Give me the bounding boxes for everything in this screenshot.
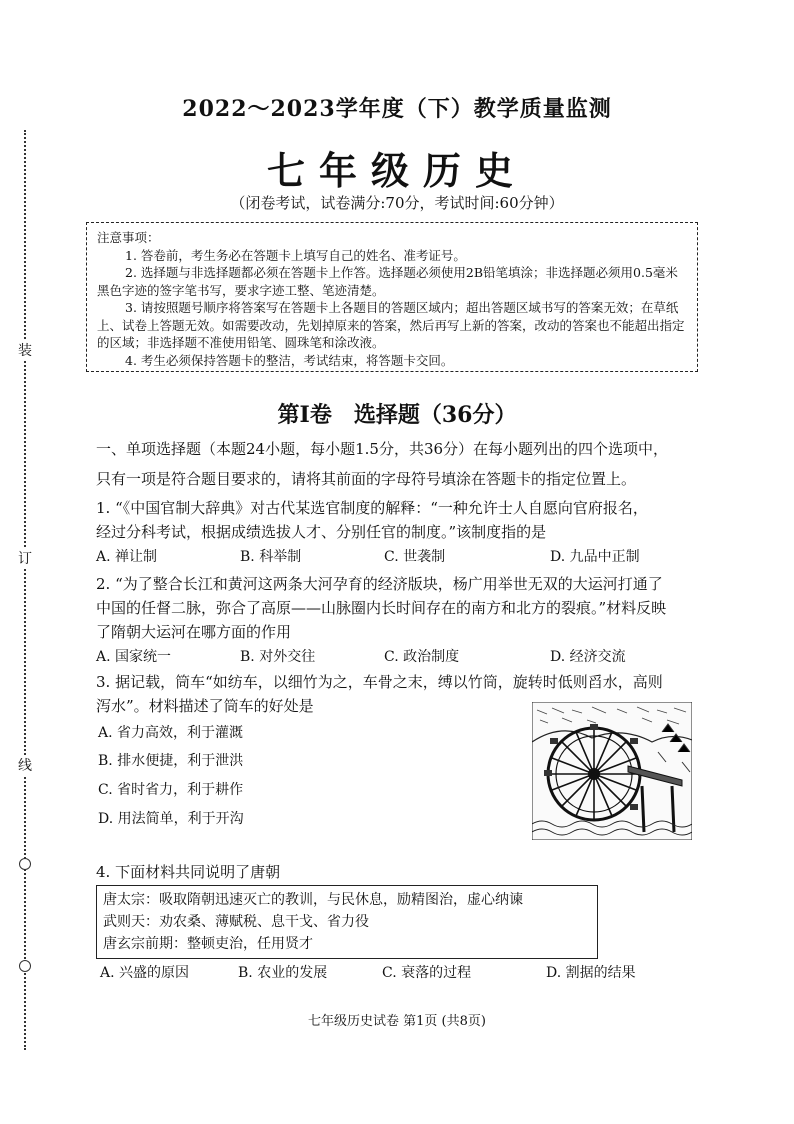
binding-hole-icon xyxy=(19,858,31,870)
question-2-stem: 中国的任督二脉，弥合了高原——山脉圈内长时间存在的南方和北方的裂痕。”材料反映 xyxy=(96,599,667,617)
question-2-options xyxy=(96,646,696,668)
notice-item: 1. 答卷前，考生务必在答题卡上填写自己的姓名、准考证号。 xyxy=(125,247,466,263)
material-line: 唐太宗：吸取隋朝迅速灭亡的教训，与民休息，励精图治，虚心纳谏 xyxy=(103,892,523,908)
option-d: D. 割据的结果 xyxy=(546,965,636,981)
subject-title: 七年级历史 xyxy=(266,148,527,193)
page-footer: 七年级历史试卷 第1页 (共8页) xyxy=(308,1014,486,1029)
water-wheel-illustration xyxy=(532,702,692,840)
question-1-options xyxy=(96,546,696,568)
material-box xyxy=(96,885,598,959)
option-d: D. 九品中正制 xyxy=(550,549,640,565)
option-c: C. 世袭制 xyxy=(384,549,446,565)
option-a: A. 省力高效，利于灌溉 xyxy=(98,725,244,741)
option-b: B. 科举制 xyxy=(240,549,302,565)
question-2-stem: 2. “为了整合长江和黄河这两条大河孕育的经济版块，杨广用举世无双的大运河打通了 xyxy=(96,575,663,593)
exam-title: 2022～2023学年度（下）教学质量监测 xyxy=(182,96,612,122)
option-b: B. 农业的发展 xyxy=(238,965,328,981)
exam-info: （闭卷考试，试卷满分:70分，考试时间:60分钟） xyxy=(230,194,564,212)
notice-item: 3. 请按照题号顺序将答案写在答题卡上各题目的答题区域内；超出答题区域书写的答案无效；在草纸上、试卷上答题无效。如需要改动，先划掉原来的答案，然后再写上新的答案，改动的答案也不能超出指定的区域；非选择题不准使用铅笔、圆珠笔和涂改液。 xyxy=(97,300,685,350)
section-title: 第Ⅰ卷 选择题（36分） xyxy=(277,402,517,428)
question-4-options xyxy=(100,962,700,984)
option-c: C. 政治制度 xyxy=(384,649,460,665)
material-line: 武则天：劝农桑、薄赋税、息干戈、省力役 xyxy=(103,914,369,930)
margin-label-zhuang: 装 xyxy=(18,340,32,360)
binding-margin-line xyxy=(24,130,32,1050)
margin-label-xian: 线 xyxy=(18,755,32,775)
option-b: B. 排水便捷，利于泄洪 xyxy=(98,753,244,769)
section-instruction: 一、单项选择题（本题24小题，每小题1.5分，共36分）在每小题列出的四个选项中， xyxy=(96,440,669,458)
option-c: C. 省时省力，利于耕作 xyxy=(98,782,244,798)
question-2-stem: 了隋朝大运河在哪方面的作用 xyxy=(96,623,292,641)
option-a: A. 兴盛的原因 xyxy=(100,965,190,981)
question-1-stem: 经过分科考试，根据成绩选拔人才、分别任官的制度。”该制度指的是 xyxy=(96,523,547,541)
material-line: 唐玄宗前期：整顿吏治，任用贤才 xyxy=(103,936,313,952)
question-4-stem: 4. 下面材料共同说明了唐朝 xyxy=(96,863,281,881)
binding-hole-icon xyxy=(19,960,31,972)
question-1-stem: 1. “《中国官制大辞典》对古代某选官制度的解释：“一种允许士人自愿向官府报名， xyxy=(96,499,648,517)
notice-box xyxy=(86,222,698,372)
question-3-stem: 泻水”。材料描述了筒车的好处是 xyxy=(96,697,314,715)
option-d: D. 用法简单，利于开沟 xyxy=(98,811,244,827)
question-3-stem: 3. 据记载，筒车“如纺车，以细竹为之，车骨之末，缚以竹筒，旋转时低则舀水，高则 xyxy=(96,673,663,691)
notice-item: 2. 选择题与非选择题都必须在答题卡上作答。选择题必须使用2B铅笔填涂；非选择题必须用0.5毫米黑色字迹的签字笔书写，要求字迹工整、笔迹清楚。 xyxy=(97,265,678,298)
margin-label-ding: 订 xyxy=(18,548,32,568)
option-b: B. 对外交往 xyxy=(240,649,316,665)
section-instruction: 只有一项是符合题目要求的，请将其前面的字母符号填涂在答题卡的指定位置上。 xyxy=(96,470,637,488)
option-a: A. 禅让制 xyxy=(96,549,158,565)
option-a: A. 国家统一 xyxy=(96,649,172,665)
notice-item: 4. 考生必须保持答题卡的整洁，考试结束，将答题卡交回。 xyxy=(125,352,454,368)
notice-heading: 注意事项： xyxy=(97,230,160,245)
option-d: D. 经济交流 xyxy=(550,649,626,665)
option-c: C. 衰落的过程 xyxy=(382,965,472,981)
